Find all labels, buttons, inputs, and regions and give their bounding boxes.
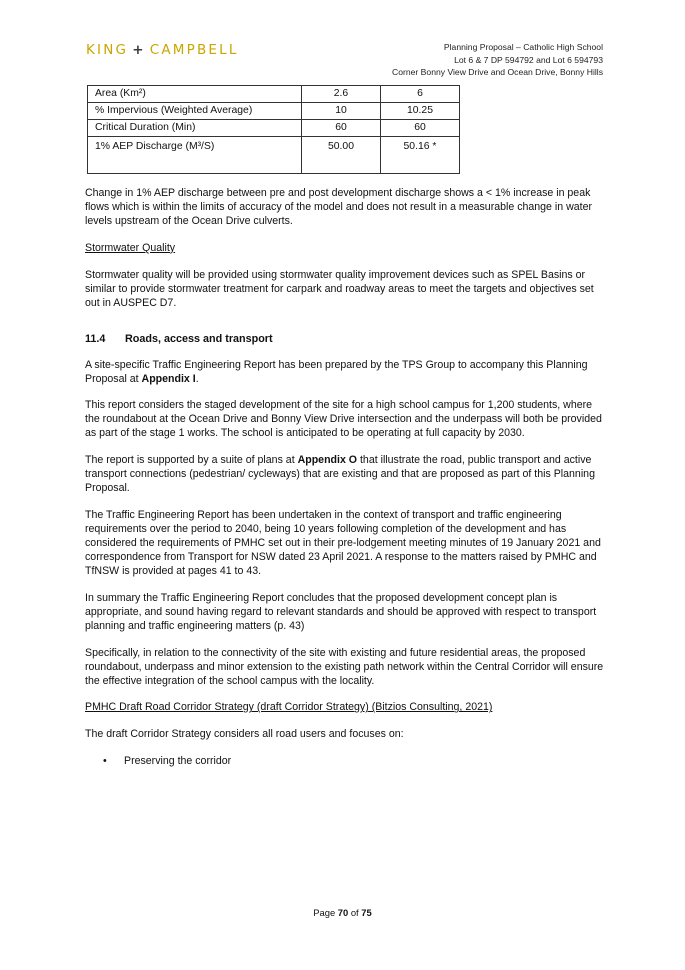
table-cell: 10.25 xyxy=(381,103,460,120)
section-number: 11.4 xyxy=(85,332,106,345)
paragraph-plans-appendix xyxy=(85,453,605,495)
paragraph-requirements-2040: The Traffic Engineering Report has been undertaken in the context of transport and traffic engineering requirements over the period to 2040, being 10 years following completion of the development and has considered the requirements of PMHC set out in their pre-lodgement meeting minutes of 19 January 2021 and correspondence from Transport for NSW dated 23 April 2021. A response to the matters raised by PMHC and TfNSW is provided at pages 41 to 43. xyxy=(85,508,601,577)
paragraph-connectivity: Specifically, in relation to the connectivity of the site with existing and future residential areas, the proposed roundabout, underpass and minor extension to the existing path network within the Central Corridor will ensure the effective integration of the school campus with the locality. xyxy=(85,646,604,687)
subheading-stormwater-quality: Stormwater Quality xyxy=(85,241,176,254)
table-cell: 60 xyxy=(381,120,460,137)
list-item xyxy=(85,754,605,768)
table-cell: 50.16 * xyxy=(381,137,460,174)
section-heading xyxy=(85,332,605,346)
table-row xyxy=(88,86,460,103)
discharge-table xyxy=(87,85,460,174)
list-item-text: Preserving the corridor xyxy=(124,754,232,767)
header-line-title: Planning Proposal – Catholic High School xyxy=(443,42,603,52)
focus-list xyxy=(85,754,605,768)
table-cell: % Impervious (Weighted Average) xyxy=(88,103,302,120)
paragraph-corridor-focus: The draft Corridor Strategy considers all road users and focuses on: xyxy=(85,728,404,741)
logo-king: KING xyxy=(86,42,129,58)
header-line-lots: Lot 6 & 7 DP 594792 and Lot 6 594793 xyxy=(454,54,603,65)
paragraph-traffic-report xyxy=(85,358,605,386)
logo-campbell: CAMPBELL xyxy=(149,42,239,58)
header-line-address: Corner Bonny View Drive and Ocean Drive, Bonny Hills xyxy=(392,67,603,78)
appendix-o-reference: Appendix O xyxy=(297,454,358,467)
table-cell: Area (Km²) xyxy=(88,86,302,103)
table-cell: 10 xyxy=(302,103,381,120)
document-header xyxy=(392,41,603,79)
table-row xyxy=(88,137,460,174)
section-title: Roads, access and transport xyxy=(125,332,273,345)
table-cell: 1% AEP Discharge (M³/S) xyxy=(88,137,302,174)
table-cell: 2.6 xyxy=(302,86,381,103)
paragraph-discharge-change: Change in 1% AEP discharge between pre and post development discharge shows a < 1% increase in peak flows which is within the limits of accuracy of the model and does not result in a measurable change in water levels upstream of the Ocean Drive culverts. xyxy=(85,187,592,227)
paragraph-summary: In summary the Traffic Engineering Report concludes that the proposed development concept plan is appropriate, and sound having regard to relevant standards and should be approved with respect to transport planning and traffic engineering matters (p. 43) xyxy=(85,591,597,632)
logo-plus: + xyxy=(132,42,146,58)
text-run: that illustrate the road, public transport and active transport connections (pedestrian/ cycleways) that are existing and that are proposed as part of this Planning Proposal. xyxy=(85,454,595,495)
text-run: A site-specific Traffic Engineering Report has been prepared by the TPS Group to accompany this Planning Proposal at xyxy=(85,358,588,385)
table-row xyxy=(88,103,460,120)
page-body xyxy=(85,186,605,768)
paragraph-stormwater-quality: Stormwater quality will be provided using stormwater quality improvement devices such as SPEL Basins or similar to provide stormwater treatment for carpark and roadway areas to meet the targets and objectives set out in AUSPEC D7. xyxy=(85,268,594,309)
paragraph-staged-development: This report considers the staged development of the site for a high school campus for 1,200 students, where the roundabout at the Ocean Drive and Bonny View Drive intersection and the underpass will both be provided as part of the stage 1 works. The school is anticipated to be operating at full capacity by 2030. xyxy=(85,399,602,440)
page-label: Page xyxy=(313,907,336,918)
appendix-i-reference: Appendix I xyxy=(141,372,196,385)
page-number: 70 xyxy=(337,907,349,918)
table-cell: Critical Duration (Min) xyxy=(88,120,302,137)
bullet-icon: • xyxy=(103,754,107,767)
table-cell: 60 xyxy=(302,120,381,137)
table-row xyxy=(88,120,460,137)
table-cell: 50.00 xyxy=(302,137,381,174)
page-total: 75 xyxy=(361,907,372,918)
page-footer xyxy=(0,907,685,918)
text-run: . xyxy=(195,372,199,385)
text-run: The report is supported by a suite of plans at xyxy=(85,454,298,467)
table-cell: 6 xyxy=(381,86,460,103)
company-logo xyxy=(86,42,239,58)
of-label: of xyxy=(350,907,359,918)
subheading-corridor-strategy: PMHC Draft Road Corridor Strategy (draft Corridor Strategy) (Bitzios Consulting, 2021) xyxy=(85,701,493,714)
